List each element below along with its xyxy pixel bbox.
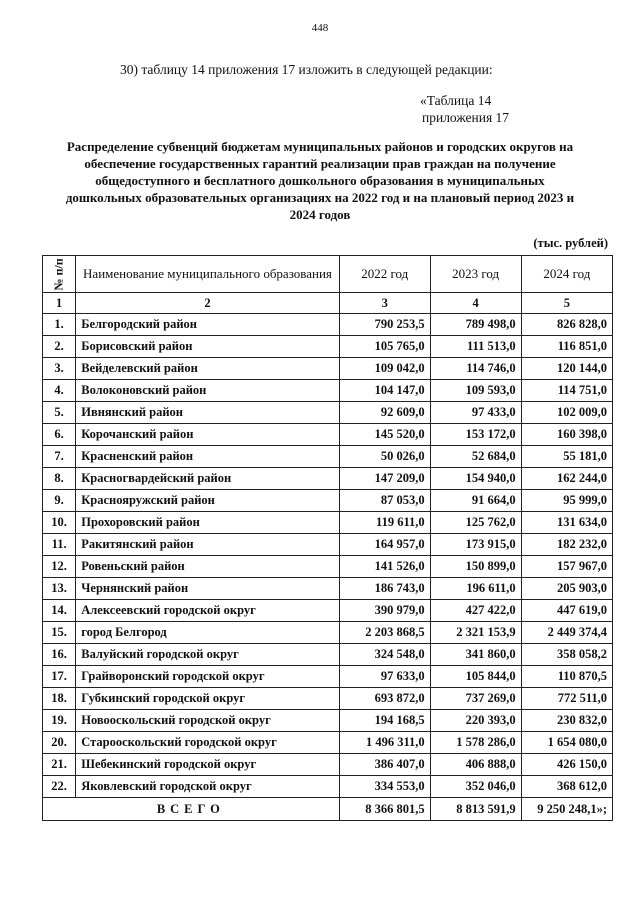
row-number: 21. (43, 754, 76, 776)
table-row (43, 468, 613, 490)
value-2022: 145 520,0 (339, 424, 430, 446)
table-row (43, 578, 613, 600)
column-number: 2 (76, 293, 339, 314)
value-2022: 87 053,0 (339, 490, 430, 512)
municipality-name: Ровеньский район (76, 556, 339, 578)
value-2024: 102 009,0 (521, 402, 612, 424)
value-2022: 50 026,0 (339, 446, 430, 468)
row-number: 11. (43, 534, 76, 556)
value-2022: 105 765,0 (339, 336, 430, 358)
value-2022: 109 042,0 (339, 358, 430, 380)
municipality-name: Корочанский район (76, 424, 339, 446)
municipality-name: Волоконовский район (76, 380, 339, 402)
value-2024: 230 832,0 (521, 710, 612, 732)
column-numbers-row (43, 293, 613, 314)
table-row (43, 314, 613, 336)
row-number: 15. (43, 622, 76, 644)
table-row (43, 622, 613, 644)
value-2022: 92 609,0 (339, 402, 430, 424)
table-row (43, 688, 613, 710)
municipality-name: Яковлевский городской округ (76, 776, 339, 798)
value-2024: 182 232,0 (521, 534, 612, 556)
column-number: 1 (43, 293, 76, 314)
table-row (43, 512, 613, 534)
table-reference-line2: приложения 17 (422, 110, 510, 125)
row-number: 7. (43, 446, 76, 468)
table-row (43, 424, 613, 446)
row-number: 17. (43, 666, 76, 688)
column-number: 4 (430, 293, 521, 314)
row-number: 3. (43, 358, 76, 380)
table-title: Распределение субвенций бюджетам муниципальных районов и городских округов на обеспечение государственных гарантий реализации прав граждан на получение общедоступного и бесплатного дошкольного образования в муниципальных дошкольных образовательных организациях на 2022 год и на плановый период 2023 и 2024 годов (65, 139, 575, 222)
municipality-name: Старооскольский городской округ (76, 732, 339, 754)
value-2022: 194 168,5 (339, 710, 430, 732)
municipality-name: Ивнянский район (76, 402, 339, 424)
column-number: 3 (339, 293, 430, 314)
row-number: 22. (43, 776, 76, 798)
table-row (43, 534, 613, 556)
value-2024: 426 150,0 (521, 754, 612, 776)
header-number: № п/п (43, 256, 76, 293)
municipality-name: Прохоровский район (76, 512, 339, 534)
header-2024: 2024 год (521, 256, 612, 293)
value-2022: 164 957,0 (339, 534, 430, 556)
header-name: Наименование муниципального образования (76, 256, 339, 293)
value-2024: 2 449 374,4 (521, 622, 612, 644)
value-2024: 358 058,2 (521, 644, 612, 666)
municipality-name: Валуйский городской округ (76, 644, 339, 666)
value-2023: 789 498,0 (430, 314, 521, 336)
row-number: 8. (43, 468, 76, 490)
value-2022: 186 743,0 (339, 578, 430, 600)
table-row (43, 644, 613, 666)
value-2024: 157 967,0 (521, 556, 612, 578)
value-2024: 110 870,5 (521, 666, 612, 688)
table-row (43, 358, 613, 380)
value-2023: 196 611,0 (430, 578, 521, 600)
municipality-name: Краснояружский район (76, 490, 339, 512)
municipality-name: Шебекинский городской округ (76, 754, 339, 776)
municipality-name: Чернянский район (76, 578, 339, 600)
table-row (43, 600, 613, 622)
row-number: 16. (43, 644, 76, 666)
value-2024: 55 181,0 (521, 446, 612, 468)
municipality-name: Борисовский район (76, 336, 339, 358)
municipality-name: Красногвардейский район (76, 468, 339, 490)
value-2023: 2 321 153,9 (430, 622, 521, 644)
value-2022: 119 611,0 (339, 512, 430, 534)
table-reference (420, 92, 509, 126)
total-2022: 8 366 801,5 (339, 798, 430, 821)
table-row (43, 446, 613, 468)
value-2022: 141 526,0 (339, 556, 430, 578)
table-row (43, 732, 613, 754)
value-2024: 772 511,0 (521, 688, 612, 710)
value-2022: 324 548,0 (339, 644, 430, 666)
municipality-name: Вейделевский район (76, 358, 339, 380)
row-number: 13. (43, 578, 76, 600)
value-2022: 147 209,0 (339, 468, 430, 490)
intro-text: 30) таблицу 14 приложения 17 изложить в следующей редакции: (120, 62, 493, 77)
value-2023: 1 578 286,0 (430, 732, 521, 754)
units-label: (тыс. рублей) (533, 236, 608, 250)
value-2024: 205 903,0 (521, 578, 612, 600)
total-2023: 8 813 591,9 (430, 798, 521, 821)
value-2023: 737 269,0 (430, 688, 521, 710)
value-2024: 116 851,0 (521, 336, 612, 358)
value-2022: 390 979,0 (339, 600, 430, 622)
row-number: 19. (43, 710, 76, 732)
value-2023: 114 746,0 (430, 358, 521, 380)
value-2023: 406 888,0 (430, 754, 521, 776)
value-2023: 52 684,0 (430, 446, 521, 468)
municipality-name: Красненский район (76, 446, 339, 468)
value-2023: 352 046,0 (430, 776, 521, 798)
row-number: 4. (43, 380, 76, 402)
subsidy-table (42, 255, 613, 821)
value-2022: 790 253,5 (339, 314, 430, 336)
value-2023: 153 172,0 (430, 424, 521, 446)
value-2024: 1 654 080,0 (521, 732, 612, 754)
page-number: 448 (311, 22, 329, 34)
table-row (43, 666, 613, 688)
column-number: 5 (521, 293, 612, 314)
value-2024: 120 144,0 (521, 358, 612, 380)
table-reference-line1: «Таблица 14 (420, 93, 492, 108)
table-row (43, 402, 613, 424)
row-number: 1. (43, 314, 76, 336)
row-number: 5. (43, 402, 76, 424)
value-2022: 2 203 868,5 (339, 622, 430, 644)
value-2022: 386 407,0 (339, 754, 430, 776)
value-2024: 162 244,0 (521, 468, 612, 490)
table-row (43, 710, 613, 732)
table-row (43, 754, 613, 776)
value-2024: 368 612,0 (521, 776, 612, 798)
table-row (43, 490, 613, 512)
municipality-name: Белгородский район (76, 314, 339, 336)
value-2023: 341 860,0 (430, 644, 521, 666)
municipality-name: Губкинский городской округ (76, 688, 339, 710)
value-2022: 1 496 311,0 (339, 732, 430, 754)
value-2022: 693 872,0 (339, 688, 430, 710)
value-2023: 111 513,0 (430, 336, 521, 358)
value-2023: 97 433,0 (430, 402, 521, 424)
row-number: 20. (43, 732, 76, 754)
value-2022: 334 553,0 (339, 776, 430, 798)
total-2024: 9 250 248,1»; (521, 798, 612, 821)
value-2023: 427 422,0 (430, 600, 521, 622)
row-number: 6. (43, 424, 76, 446)
table-row (43, 336, 613, 358)
row-number: 12. (43, 556, 76, 578)
row-number: 14. (43, 600, 76, 622)
value-2024: 160 398,0 (521, 424, 612, 446)
table-header-row (43, 256, 613, 293)
value-2024: 447 619,0 (521, 600, 612, 622)
municipality-name: Алексеевский городской округ (76, 600, 339, 622)
value-2023: 150 899,0 (430, 556, 521, 578)
value-2024: 131 634,0 (521, 512, 612, 534)
value-2024: 114 751,0 (521, 380, 612, 402)
value-2023: 105 844,0 (430, 666, 521, 688)
table-row (43, 776, 613, 798)
value-2022: 104 147,0 (339, 380, 430, 402)
value-2023: 109 593,0 (430, 380, 521, 402)
row-number: 10. (43, 512, 76, 534)
table-row (43, 556, 613, 578)
total-row (43, 798, 613, 821)
municipality-name: город Белгород (76, 622, 339, 644)
value-2024: 95 999,0 (521, 490, 612, 512)
row-number: 9. (43, 490, 76, 512)
row-number: 2. (43, 336, 76, 358)
municipality-name: Ракитянский район (76, 534, 339, 556)
value-2024: 826 828,0 (521, 314, 612, 336)
value-2023: 173 915,0 (430, 534, 521, 556)
header-2023: 2023 год (430, 256, 521, 293)
table-row (43, 380, 613, 402)
row-number: 18. (43, 688, 76, 710)
total-label: ВСЕГО (43, 798, 340, 821)
municipality-name: Грайворонский городской округ (76, 666, 339, 688)
value-2023: 154 940,0 (430, 468, 521, 490)
value-2023: 220 393,0 (430, 710, 521, 732)
value-2023: 91 664,0 (430, 490, 521, 512)
header-2022: 2022 год (339, 256, 430, 293)
value-2023: 125 762,0 (430, 512, 521, 534)
municipality-name: Новооскольский городской округ (76, 710, 339, 732)
value-2022: 97 633,0 (339, 666, 430, 688)
